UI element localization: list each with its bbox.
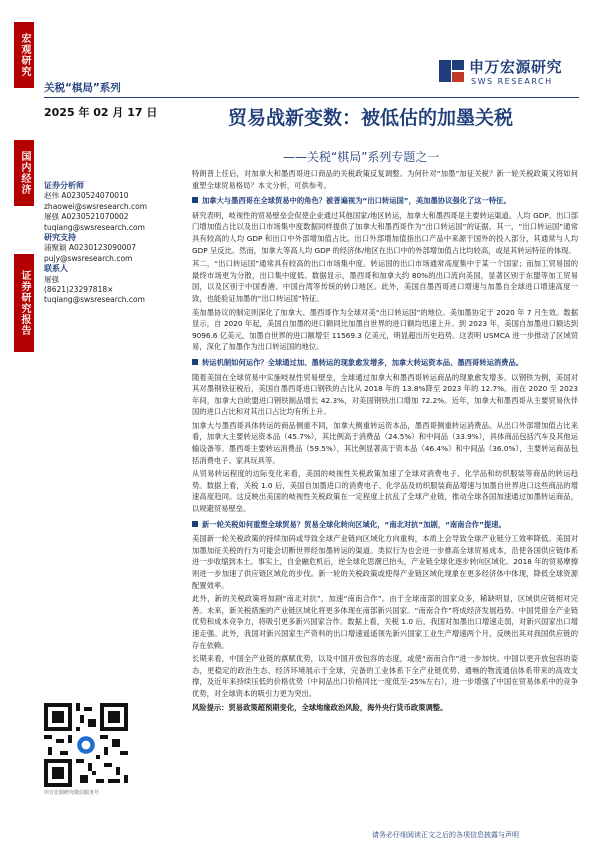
sidebar-tab-domestic: 国内经济 bbox=[14, 140, 34, 206]
company-logo bbox=[437, 50, 577, 92]
qr-code-icon bbox=[44, 703, 128, 787]
body-paragraph: 加拿大与墨西哥具体转运的商品侧重不同，加拿大侧重转运资本品，墨西哥侧重转运消费品。从出口外部增加值占比来看，加拿大主要转运资本品（45.7%），其比例高于消费品（24.5%）和中间品（33.9%），具体商品包括汽车及其他运输设备等。墨西哥主要转运消费品（59.5%），其比例显著高于资本品（46.4%）和中间品（36.0%），主要转运商品包括消费电子、家具玩具等。 bbox=[192, 420, 578, 465]
body-paragraph: 此外，新的关税政策将加剧“南北对抗”，加速“南南合作”。由于全球南部的国家众多，稀缺明显，区域供应链相对完善。未来，新关税措施的产业链区域化将更多体现在南部新兴国家。“南南合作”将成经济发展趋势。中国凭借全产业链优势和成本竞争力，将吸引更多新兴国家合作。数据上看，关税 1.0 后，我国对加墨出口增速走弱，对新兴国家出口增速走强。此外，我国对新兴国家生产资料的出口增速遥遥领先新兴国家工业生产增速两个月，反映出其对我国供应链的存在依赖。 bbox=[192, 594, 578, 650]
series-tag: 关税“棋局”系列 bbox=[44, 82, 121, 94]
support-heading: 研究支持 bbox=[44, 233, 76, 243]
report-body bbox=[192, 168, 578, 715]
contact-email[interactable]: tuqiang@swsresearch.com bbox=[44, 295, 145, 305]
logo-mark-icon bbox=[437, 56, 467, 86]
contact-heading: 联系人 bbox=[44, 264, 68, 274]
body-paragraph: 美加墨协议的制定则深化了加拿大、墨西哥作为全球对美“出口转运国”的地位。美加墨协定于 2020 年 7 月生效。数据显示，自 2020 年起，美国自加墨的进口额同比加墨自世界的进口额均迅速上升。到 2023 年，美国自加墨进口额达到 9096.6 亿美元，加墨自世界的进口额增至 11569.3 亿美元，明显超出历史趋势。这表明 USMCA 进一步推动了区域贸易，深化了加墨作为出口转运国的地位。 bbox=[192, 307, 578, 352]
section-heading: 转运机制如何运作？全球通过加、墨转运的现象愈发增多，加拿大转运资本品、墨西哥转运消费品。 bbox=[192, 357, 578, 369]
contact-name: 屠强 bbox=[44, 274, 59, 284]
analyst-email[interactable]: zhaowei@swsresearch.com bbox=[44, 201, 148, 211]
body-paragraph: 长期来看，中国全产业链的禀赋优势，以及中国开放包容的态度，或使“南南合作”进一步加快。中国以更开放包容的姿态，更稳定的政治生态、经济环境展示于全球，完备的工业体系下全产业链优势、通畅的物流通信体系带来的高效支撑，及近年来持续压低的价格优势（中间品出口价格同比一度低至-25%左右），进一步增强了中国在贸易体系中的竞争优势，对全球资本的吸引力更为突出。 bbox=[192, 654, 578, 698]
intro-paragraph: 特朗普上任后，对加拿大和墨西哥进口商品的关税政策反复调整。为何针对“加墨”加征关税？新一轮关税政策又将如何重塑全球贸易格局？本文分析，可供参考。 bbox=[192, 169, 578, 190]
logo-text-cn: 申万宏源研究 bbox=[469, 58, 563, 76]
analyst-info bbox=[44, 181, 162, 306]
qr-label: 申万宏源研究微信服务号 bbox=[44, 790, 100, 796]
analyst-heading: 证券分析师 bbox=[44, 181, 84, 190]
footer-disclaimer: 请务必仔细阅读正文之后的各项信息披露与声明 bbox=[372, 831, 519, 839]
support-name: 浦聚颖 A0230123090007 bbox=[44, 243, 137, 253]
page-subtitle: ——关税“棋局”系列专题之一 bbox=[283, 150, 440, 164]
sidebar bbox=[0, 0, 34, 841]
analyst-name: 屠强 A0230521070002 bbox=[44, 212, 129, 222]
contact-phone: (8621)23297818× bbox=[44, 285, 114, 295]
header-divider bbox=[44, 97, 579, 98]
body-paragraph: 美国新一轮关税政策的持续加码或导致全球产业链向区域化方向重构，本质上会导致全球产业链分工效率降低。美国对加墨加征关税的行为可能会切断世界经加墨转运的渠道。类似行为也会进一步推高全球贸易成本，沿使各国供应链体系进一步收缩到本土。事实上，自金融危机后，逆全球化思潮已抬头，产业链全球化逐步转向区域化。2018 年的贸易摩擦则进一步加速了供应链区域化的步伐。新一轮的关税政策或使得产业链区域化现象在更多经济体中体现，降低全球资源配置效率。 bbox=[192, 534, 578, 590]
report-date: 2025 年 02 月 17 日 bbox=[44, 106, 158, 119]
analyst-name: 赵伟 A0230524070010 bbox=[44, 191, 129, 201]
body-paragraph: 其二，“出口转运国”通常具有较高的出口市场集中度。转运国的出口市场通常高度集中于某一个国家；而加工贸易国的最终市场更为分散，出口集中度低。数据显示，墨西哥和加拿大约 80%的出口流向美国，显著区别于东盟等加工贸易国，以及区别于中国香港、中国台湾等传统的转口地区。此外，美国自墨西哥进口增速与加墨自全球进口增速高度一致，也能验证加墨的“出口转运国”特征。 bbox=[192, 259, 578, 303]
body-paragraph: 从贸易转运程度的边际变化来看，美国的岐视性关税政策加速了全球对消费电子、化学品和纺织服装等商品的转运趋势。数据上看，关税 1.0 后，美国自加墨进口的消费电子、化学品及纺织服装商品增速与加墨自世界进口这些商品的增速高度趋同。这反映出美国的岐视性关税政策在一定程度上抗乱了全球产业链，推动全球各国加速通过加墨转运商品，以规避贸易壁垒。 bbox=[192, 469, 578, 514]
section-heading: 新一轮关税如何重塑全球贸易？贸易全球化转向区域化，“南北对抗”加剧，“南南合作”提速。 bbox=[192, 519, 578, 531]
analyst-email[interactable]: tuqiang@swsresearch.com bbox=[44, 222, 145, 232]
risk-warning: 风险提示：贸易政策超预期变化，全球地缘政治风险，海外央行货币政策调整。 bbox=[192, 702, 448, 712]
logo-text-en: SWS RESEARCH bbox=[471, 77, 553, 86]
sidebar-tab-macro: 宏观研究 bbox=[14, 22, 34, 88]
section-heading: 加拿大与墨西哥在全球贸易中的角色？被普遍视为“出口转运国”，美加墨协议强化了这一特征。 bbox=[192, 195, 578, 207]
sidebar-tab-report-type: 证券研究报告 bbox=[14, 254, 34, 352]
support-email[interactable]: pujy@swsresearch.com bbox=[44, 253, 133, 263]
body-paragraph: 随着美国在全球贸易中实施岐视性贸易壁垒，全球通过加拿大和墨西哥转运商品的现象愈发增多。以钢铁为例，美国对其对墨钢铁征税后，美国自墨西哥进口钢铁的占比从 2018 年的 13.8%降至 2023 年的 12.7%。而在 2020 至 2023 年间，加拿大自欧盟进口钢铁制品增长 42.3%，对美国钢铁出口增加 72.2%。近年，加拿大和墨西哥从主要贸易伙伴国的进口占比和对其出口占比均有所上升。 bbox=[192, 372, 578, 417]
page-title: 贸易战新变数：被低估的加墨关税 bbox=[228, 107, 514, 129]
body-paragraph: 研究表明，岐视性的贸易壁垒会促使企业通过其他国家/地区转运，加拿大和墨西哥是主要转运渠道。人均 GDP、出口部门增加值占比以及出口市场集中度数据同样提供了加拿大和墨西哥作为“出口转运国”的证据。其一，“出口转运国”通常具有较高的人均 GDP 和出口中外部增加值占比。出口外部增加值指出口产品中来源于国外的投入部分，其通常与人均 GDP 呈反比。然而，加拿大等高人均 GDP 的经济体/地区在出口中的外部增加值占比均较高，或是其转运特征的体现。 bbox=[192, 210, 578, 255]
